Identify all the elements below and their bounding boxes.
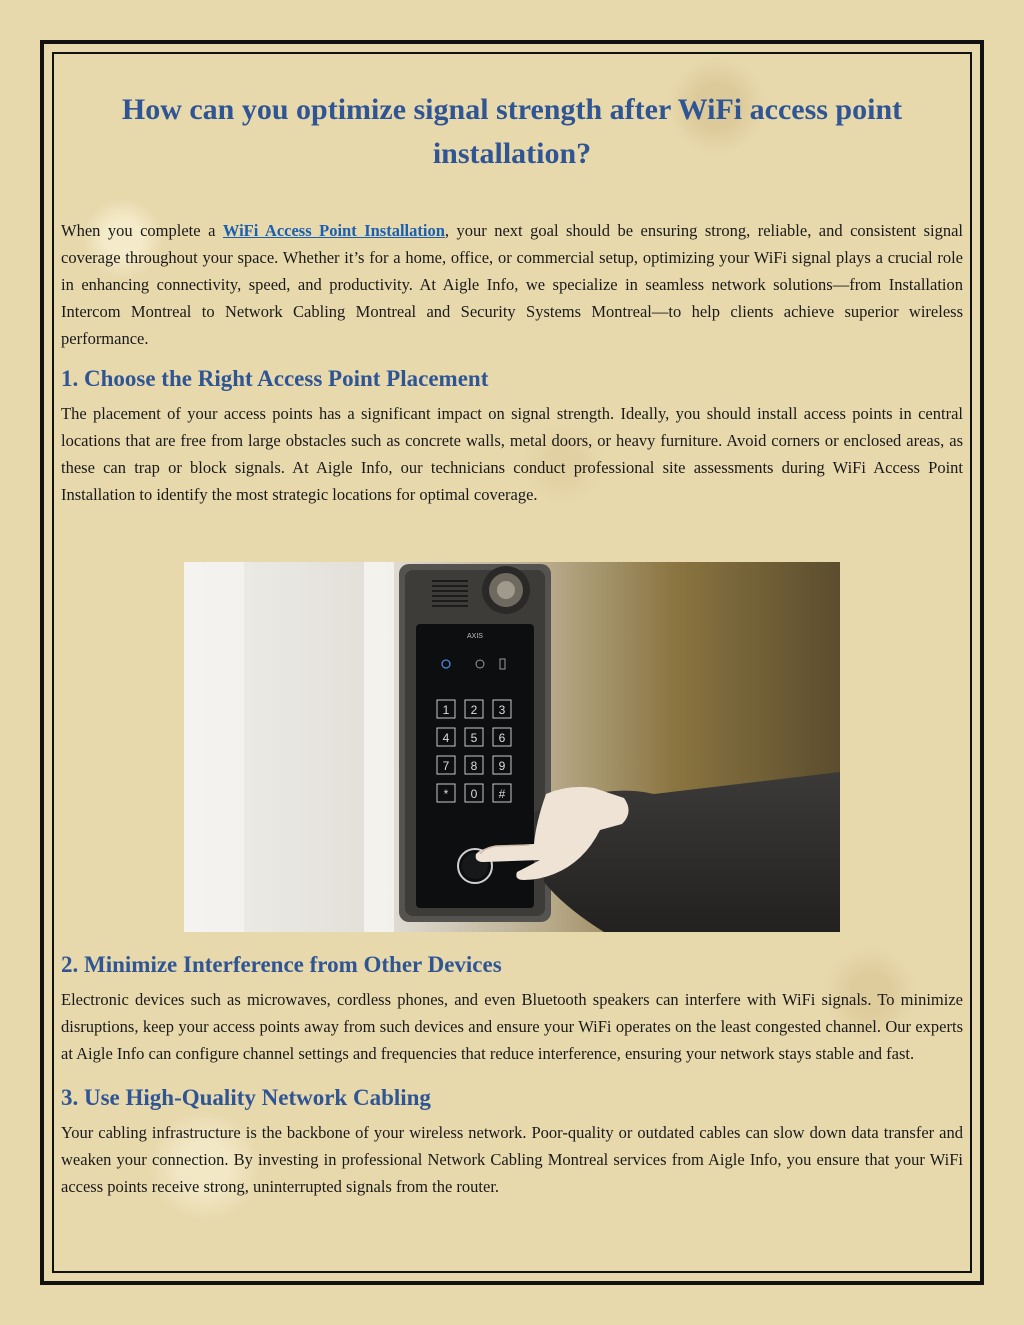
keypad-key-label: 0: [470, 787, 478, 801]
keypad-key-label: 7: [442, 759, 450, 773]
brand-label: AXIS: [467, 633, 483, 640]
lower-sections: [61, 950, 963, 1200]
section-1-heading: 1. Choose the Right Access Point Placement: [61, 366, 489, 391]
wifi-installation-link[interactable]: WiFi Access Point Installation: [222, 221, 445, 240]
keypad-key-label: 5: [470, 731, 478, 745]
section-3-heading: 3. Use High-Quality Network Cabling: [61, 1085, 431, 1110]
document-body: [61, 88, 963, 508]
keypad-key-label: 3: [498, 703, 506, 717]
section-2-body: Electronic devices such as microwaves, cordless phones, and even Bluetooth speakers can interfere with WiFi signals. To minimize disruptions, keep your access points away from such devices and ensure your WiFi operates on the least congested channel. Our experts at Aigle Info can configure channel settings and frequencies that reduce interference, ensuring your network stays stable and fast.: [61, 990, 963, 1063]
keypad-key-label: #: [498, 787, 506, 801]
keypad-key-label: 4: [442, 731, 450, 745]
keypad-key-label: 1: [442, 703, 450, 717]
intro-text-start: When you complete a: [61, 221, 223, 240]
intercom-photo: [184, 562, 840, 932]
keypad-key-label: 6: [498, 731, 506, 745]
section-1-body: The placement of your access points has a significant impact on signal strength. Ideally, you should install access points in central locations that are free from large obstacles such as concrete walls, metal doors, or heavy furniture. Avoid corners or enclosed areas, as these can trap or block signals. At Aigle Info, our technicians conduct professional site assessments during WiFi Access Point Installation to identify the most strategic locations for optimal coverage.: [61, 404, 963, 504]
section-3-body: Your cabling infrastructure is the backbone of your wireless network. Poor-quality or outdated cables can slow down data transfer and weaken your connection. By investing in professional Network Cabling Montreal services from Aigle Info, you ensure that your WiFi access points receive strong, uninterrupted signals from the router.: [61, 1123, 963, 1196]
intro-paragraph: [61, 217, 963, 352]
page-title: How can you optimize signal strength after WiFi access point installation?: [121, 93, 903, 170]
intercom-illustration: [184, 562, 840, 932]
keypad-key-label: 8: [470, 759, 478, 773]
keypad-key-label: 9: [498, 759, 506, 773]
keypad-key-label: *: [443, 787, 449, 801]
section-2-heading: 2. Minimize Interference from Other Devices: [61, 952, 502, 977]
intro-text-end: , your next goal should be ensuring strong, reliable, and consistent signal coverage throughout your space. Whether it’s for a home, office, or commercial setup, optimizing your WiFi signal plays a crucial role in enhancing connectivity, speed, and productivity. At Aigle Info, we specialize in seamless network solutions—from Installation Intercom Montreal to Network Cabling Montreal and Security Systems Montreal—to help clients achieve superior wireless performance.: [61, 221, 963, 348]
keypad-key-label: 2: [470, 703, 478, 717]
